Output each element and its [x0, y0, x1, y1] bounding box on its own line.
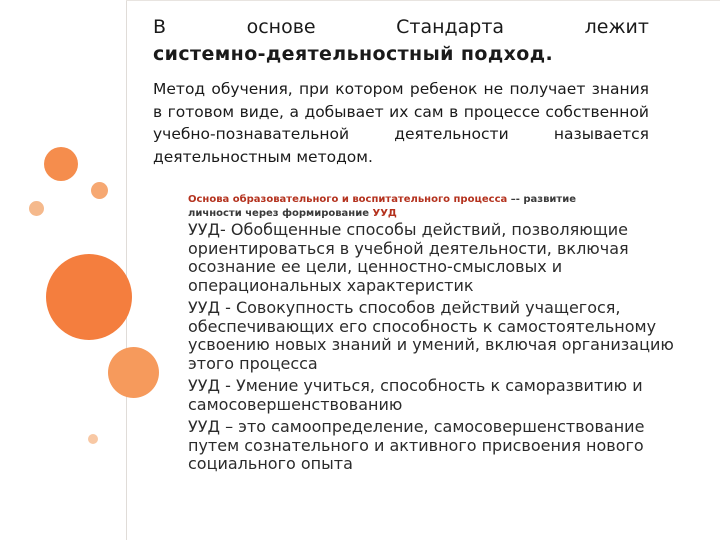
- decorative-circle-small: [44, 147, 78, 181]
- heading-line-1: [153, 14, 649, 41]
- uud-definitions-list: [188, 221, 693, 478]
- slide-heading: [153, 14, 649, 68]
- list-item: УУД- Обобщенные способы действий, позволяющие ориентироваться в учебной деятельности, включая осознание ее цели, ценностно-смысловых и операциональных характеристик: [188, 220, 629, 295]
- subheading-accent: Основа образовательного и воспитательного процесса: [188, 194, 508, 205]
- method-definition: Метод обучения, при котором ребенок не получает знания в готовом виде, а добывает их сам в процессе собственной учебно-познавательной деятельности называется деятельностным методом.: [153, 80, 649, 166]
- decorative-circle-large: [46, 254, 132, 340]
- decorative-circle-tiny-left: [29, 201, 44, 216]
- decorative-circle-medium: [108, 347, 159, 398]
- decorative-circle-tiny: [91, 182, 108, 199]
- top-divider: [126, 0, 720, 1]
- heading-word: В: [153, 16, 167, 38]
- subheading-text: –- развитие личности через формирование: [188, 194, 577, 219]
- list-item: УУД – это самоопределение, самосовершенствование путем сознательного и активного присвоения нового социального опыта: [188, 417, 645, 473]
- heading-line-2: системно-деятельностный подход.: [153, 43, 554, 65]
- heading-word: Стандарта: [396, 16, 505, 38]
- decorative-circle-dot: [88, 434, 98, 444]
- list-item: УУД - Умение учиться, способность к саморазвитию и самосовершенствованию: [188, 376, 643, 414]
- list-item: УУД - Совокупность способов действий учащегося, обеспечивающих его способность к самостоятельному усвоению новых знаний и умений, включая организацию этого процесса: [188, 298, 674, 373]
- heading-word: лежит: [584, 16, 649, 38]
- subheading-uud: УУД: [372, 208, 397, 219]
- uud-subheading: [188, 193, 628, 221]
- heading-word: основе: [246, 16, 316, 38]
